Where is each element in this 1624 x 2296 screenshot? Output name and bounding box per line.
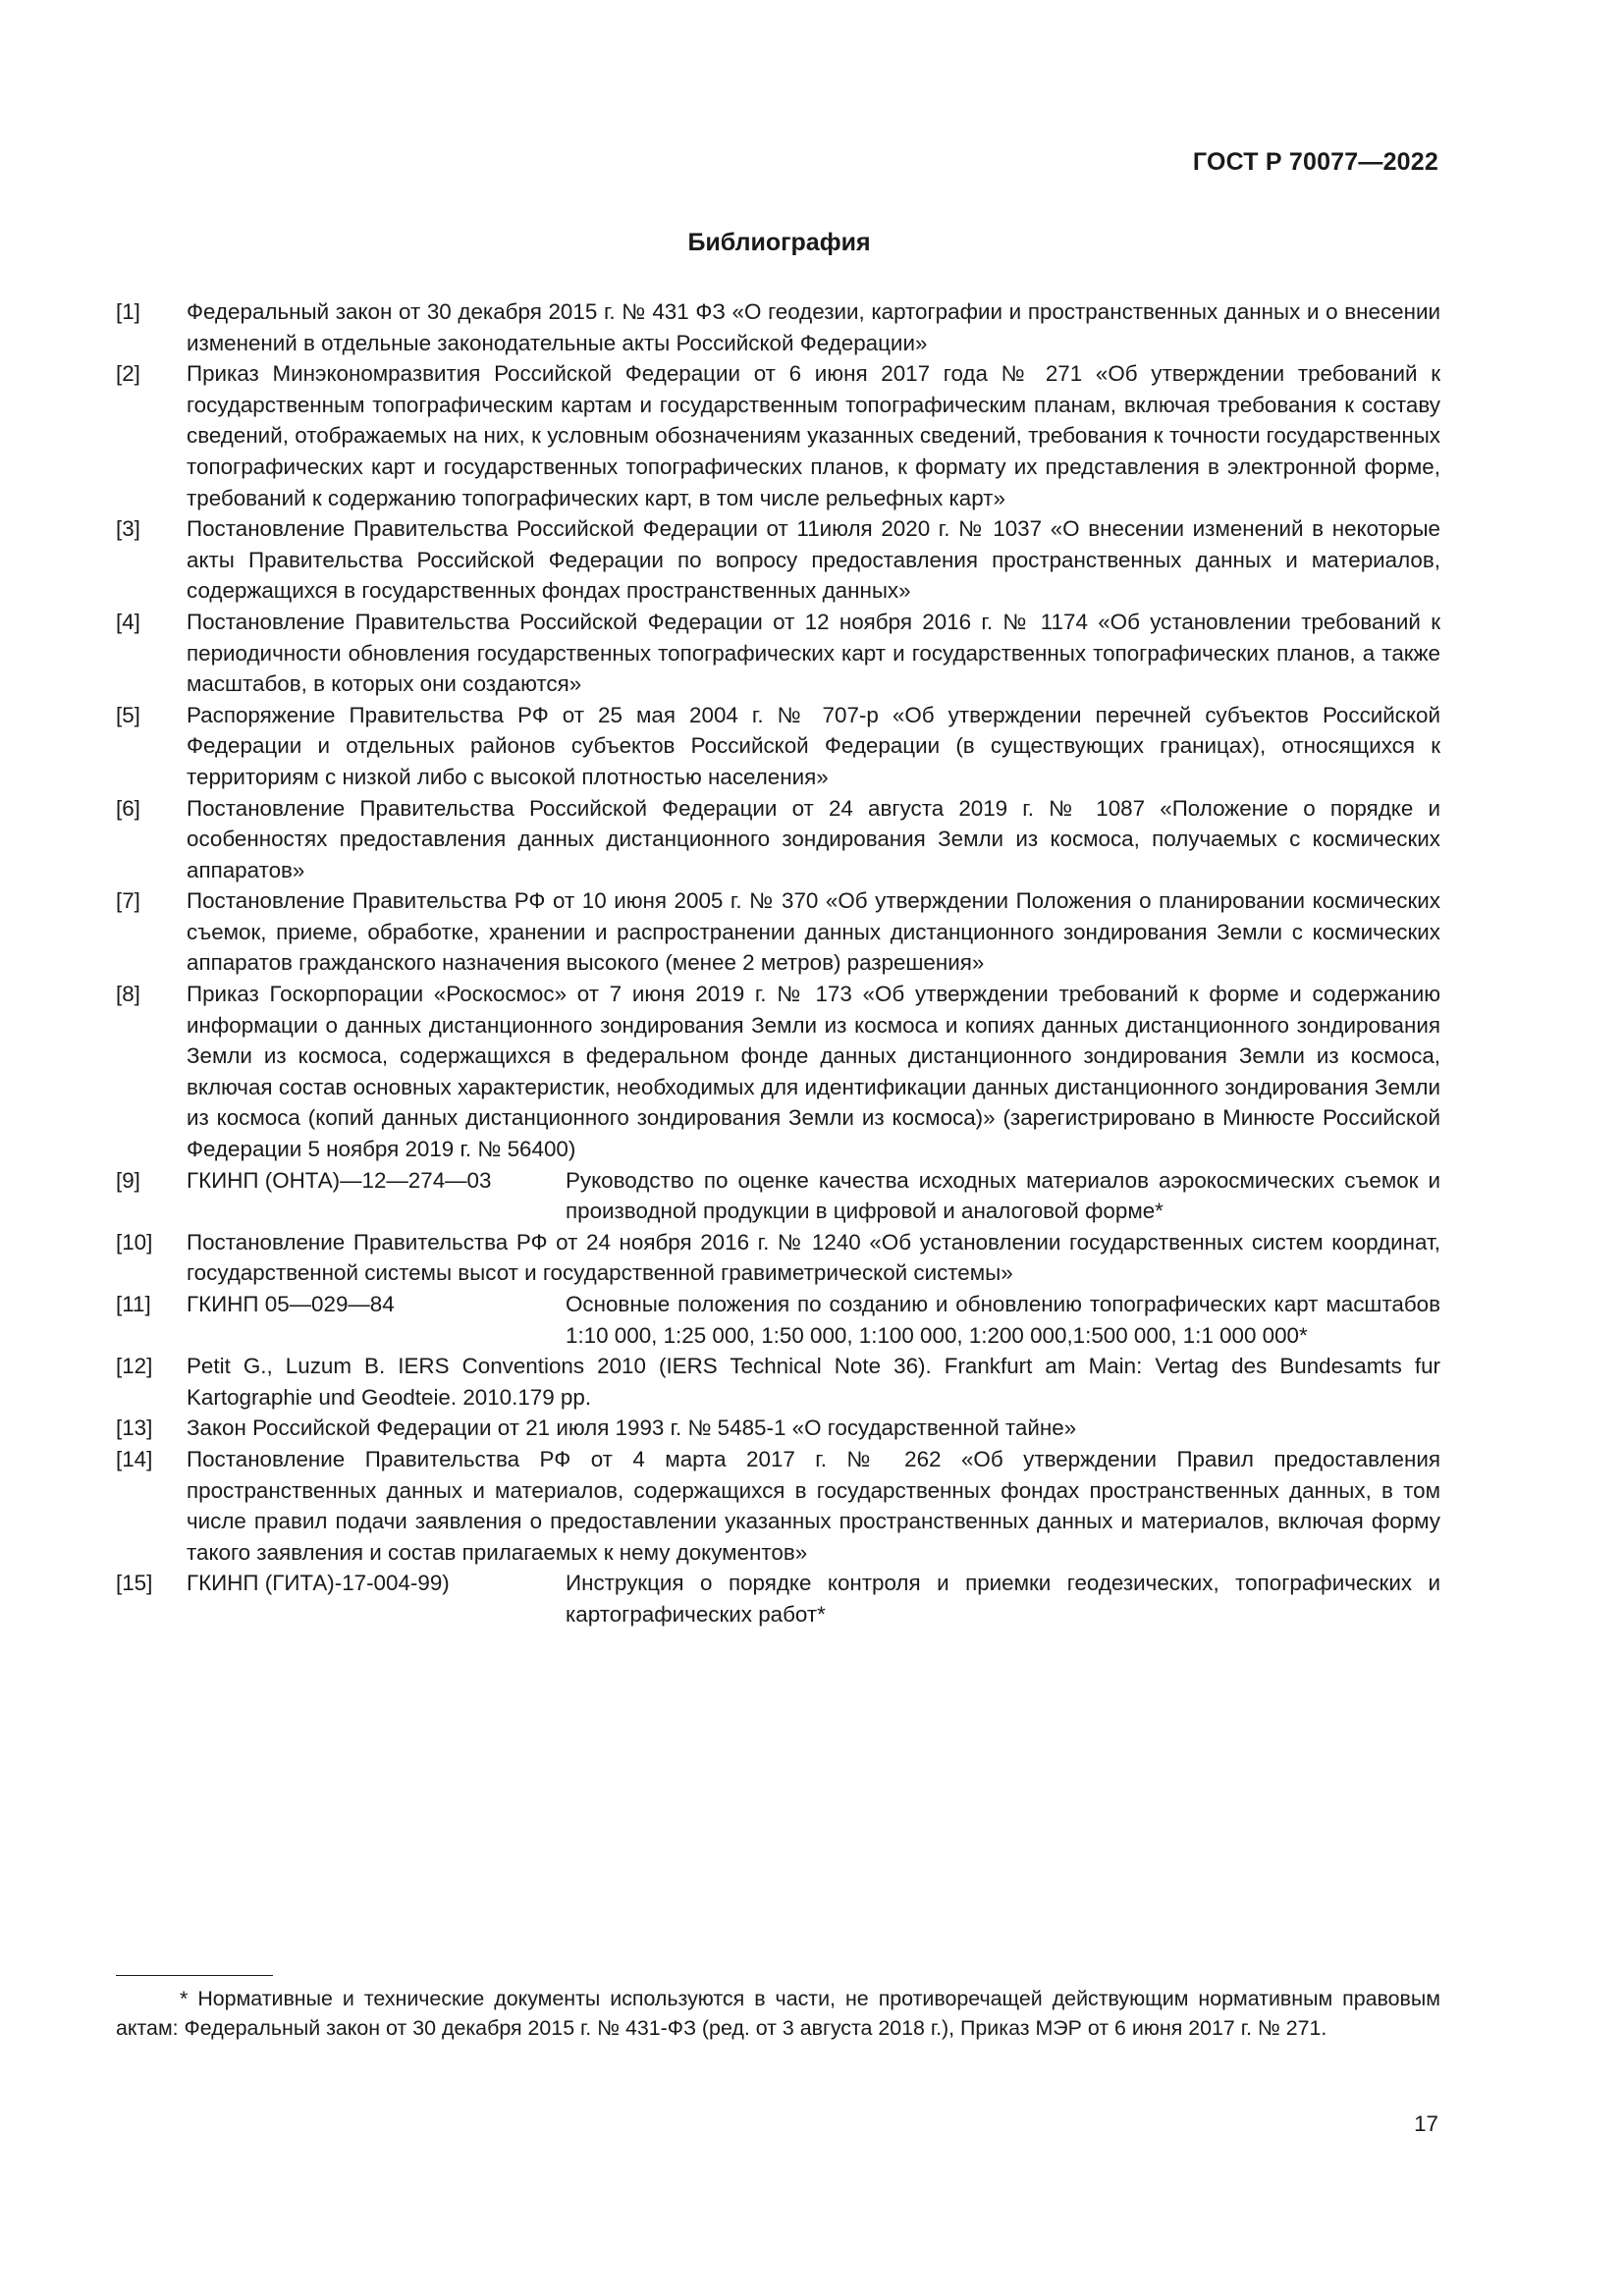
entry-document-code: ГКИНП 05—029—84: [187, 1292, 395, 1316]
bibliography-entry-8: [116, 979, 1440, 1165]
entry-number: [12]: [116, 1354, 153, 1379]
entry-number: [2]: [116, 361, 140, 387]
bibliography-entry-14: [116, 1444, 1440, 1568]
entry-number: [5]: [116, 702, 140, 727]
entry-document-code: ГКИНП (ГИТА)-17-004-99): [187, 1571, 450, 1596]
entry-text: Постановление Правительства Российской Федерации от 24 августа 2019 г. № 1087 «Положение о порядке и особенностях предоставления данных дистанционного зондирования Земли из космоса, получаемых с космических аппаратов»: [187, 795, 1440, 882]
bibliography-entry-12: [116, 1351, 1440, 1413]
footnote-divider: [116, 1975, 273, 1976]
bibliography-entry-9: [116, 1165, 1440, 1227]
entry-number: [3]: [116, 516, 140, 542]
bibliography-entry-13: [116, 1413, 1440, 1444]
entry-number: [1]: [116, 299, 140, 324]
footnote: * Нормативные и технические документы используются в части, не противоречащей действующим нормативным правовым актам: Федеральный закон от 30 декабря 2015 г. № 431-ФЗ (ред. от 3 августа 2018 г.), Приказ МЭР от 6 июня 2017 г. № 271.: [116, 1987, 1440, 2041]
bibliography-entry-4: [116, 607, 1440, 700]
bibliography-entry-2: [116, 358, 1440, 513]
entry-number: [11]: [116, 1292, 151, 1316]
entry-document-title: Инструкция о порядке контроля и приемки геодезических, топографических и картографических работ*: [566, 1571, 1440, 1627]
page-number: 17: [1414, 2111, 1438, 2136]
entry-text: Распоряжение Правительства РФ от 25 мая 2004 г. № 707-р «Об утверждении перечней субъектов Российской Федерации и отдельных районов субъектов Российской Федерации (в существующих границах), относящихся к территориям с низкой либо с высокой плотностью населения»: [187, 702, 1440, 789]
bibliography-entry-1: [116, 296, 1440, 358]
bibliography-entry-3: [116, 513, 1440, 607]
entry-document-title: Руководство по оценке качества исходных материалов аэрокосмических съемок и производной продукции в цифровой и аналоговой форме*: [566, 1167, 1440, 1224]
entry-text: Постановление Правительства РФ от 24 ноября 2016 г. № 1240 «Об установлении государственных систем координат, государственной системы высот и государственной гравиметрической системы»: [187, 1229, 1440, 1286]
entry-document-code: ГКИНП (ОНТА)—12—274—03: [187, 1167, 492, 1193]
entry-number: [8]: [116, 982, 140, 1007]
bibliography-entry-7: [116, 885, 1440, 979]
entry-text: Приказ Минэкономразвития Российской Федерации от 6 июня 2017 года № 271 «Об утверждении требований к государственным топографическим картам и государственным топографическим планам, включая требования к составу сведений, отображаемых на них, к условным обозначениям указанных сведений, требования к точности государственных топографических карт и государственных топографических планов, к формату их представления в электронной форме, требований к содержанию топографических карт, в том числе рельефных карт»: [187, 361, 1440, 510]
entry-document-title: Основные положения по созданию и обновлению топографических карт масштабов 1:10 000, 1:25 000, 1:50 000, 1:100 000, 1:200 000,1:500 000, 1:1 000 000*: [566, 1292, 1440, 1348]
entry-text: Постановление Правительства РФ от 4 марта 2017 г. № 262 «Об утверждении Правил предоставления пространственных данных и материалов, содержащихся в государственных фондах пространственных данных, в том числе правил подачи заявления о предоставлении указанных пространственных данных и материалов, включая форму такого заявления и состав прилагаемых к нему документов»: [187, 1446, 1440, 1565]
entry-text: Приказ Госкорпорации «Роскосмос» от 7 июня 2019 г. № 173 «Об утверждении требований к форме и содержанию информации о данных дистанционного зондирования Земли из космоса и копиях данных дистанционного зондирования Земли из космоса, содержащихся в федеральном фонде данных дистанционного зондирования Земли из космоса, включая состав основных характеристик, необходимых для идентификации данных дистанционного зондирования Земли из космоса (копий данных дистанционного зондирования Земли из космоса)» (зарегистрировано в Минюсте Российской Федерации 5 ноября 2019 г. № 56400): [187, 982, 1440, 1162]
entry-number: [15]: [116, 1571, 153, 1596]
bibliography-entry-15: [116, 1568, 1440, 1629]
entry-number: [7]: [116, 888, 140, 914]
entry-text: Постановление Правительства Российской Федерации от 11июля 2020 г. № 1037 «О внесении изменений в некоторые акты Правительства Российской Федерации по вопросу предоставления пространственных данных и материалов, содержащихся в государственных фондах пространственных данных»: [187, 516, 1440, 604]
bibliography-entry-10: [116, 1227, 1440, 1289]
entry-number: [4]: [116, 609, 140, 634]
entry-text: Федеральный закон от 30 декабря 2015 г. № 431 ФЗ «О геодезии, картографии и пространственных данных и о внесении изменений в отдельные законодательные акты Российской Федерации»: [187, 299, 1440, 355]
bibliography-list: [116, 296, 1440, 1630]
entry-text: Постановление Правительства РФ от 10 июня 2005 г. № 370 «Об утверждении Положения о планировании космических съемок, приеме, обработке, хранении и распространении данных дистанционного зондирования Земли с космических аппаратов гражданского назначения высокого (менее 2 метров) разрешения»: [187, 888, 1440, 976]
entry-number: [14]: [116, 1446, 153, 1471]
entry-number: [6]: [116, 795, 140, 821]
bibliography-entry-6: [116, 793, 1440, 886]
page-title: Библиография: [687, 229, 871, 256]
document-standard-number: ГОСТ Р 70077—2022: [1192, 148, 1438, 176]
bibliography-entry-5: [116, 700, 1440, 793]
entry-text: Постановление Правительства Российской Федерации от 12 ноября 2016 г. № 1174 «Об установлении требований к периодичности обновления государственных топографических карт и государственных топографических планов, а также масштабов, в которых они создаются»: [187, 609, 1440, 697]
entry-number: [10]: [116, 1229, 153, 1255]
entry-text: Petit G., Luzum B. IERS Conventions 2010 (IERS Technical Note 36). Frankfurt am Main: Vertag des Bundesamts fur Kartographie und Geodteie. 2010.179 pp.: [187, 1354, 1440, 1410]
entry-text: Закон Российской Федерации от 21 июля 1993 г. № 5485-1 «О государственной тайне»: [187, 1415, 1077, 1441]
entry-number: [9]: [116, 1167, 140, 1193]
bibliography-entry-11: [116, 1289, 1440, 1351]
entry-number: [13]: [116, 1415, 153, 1441]
